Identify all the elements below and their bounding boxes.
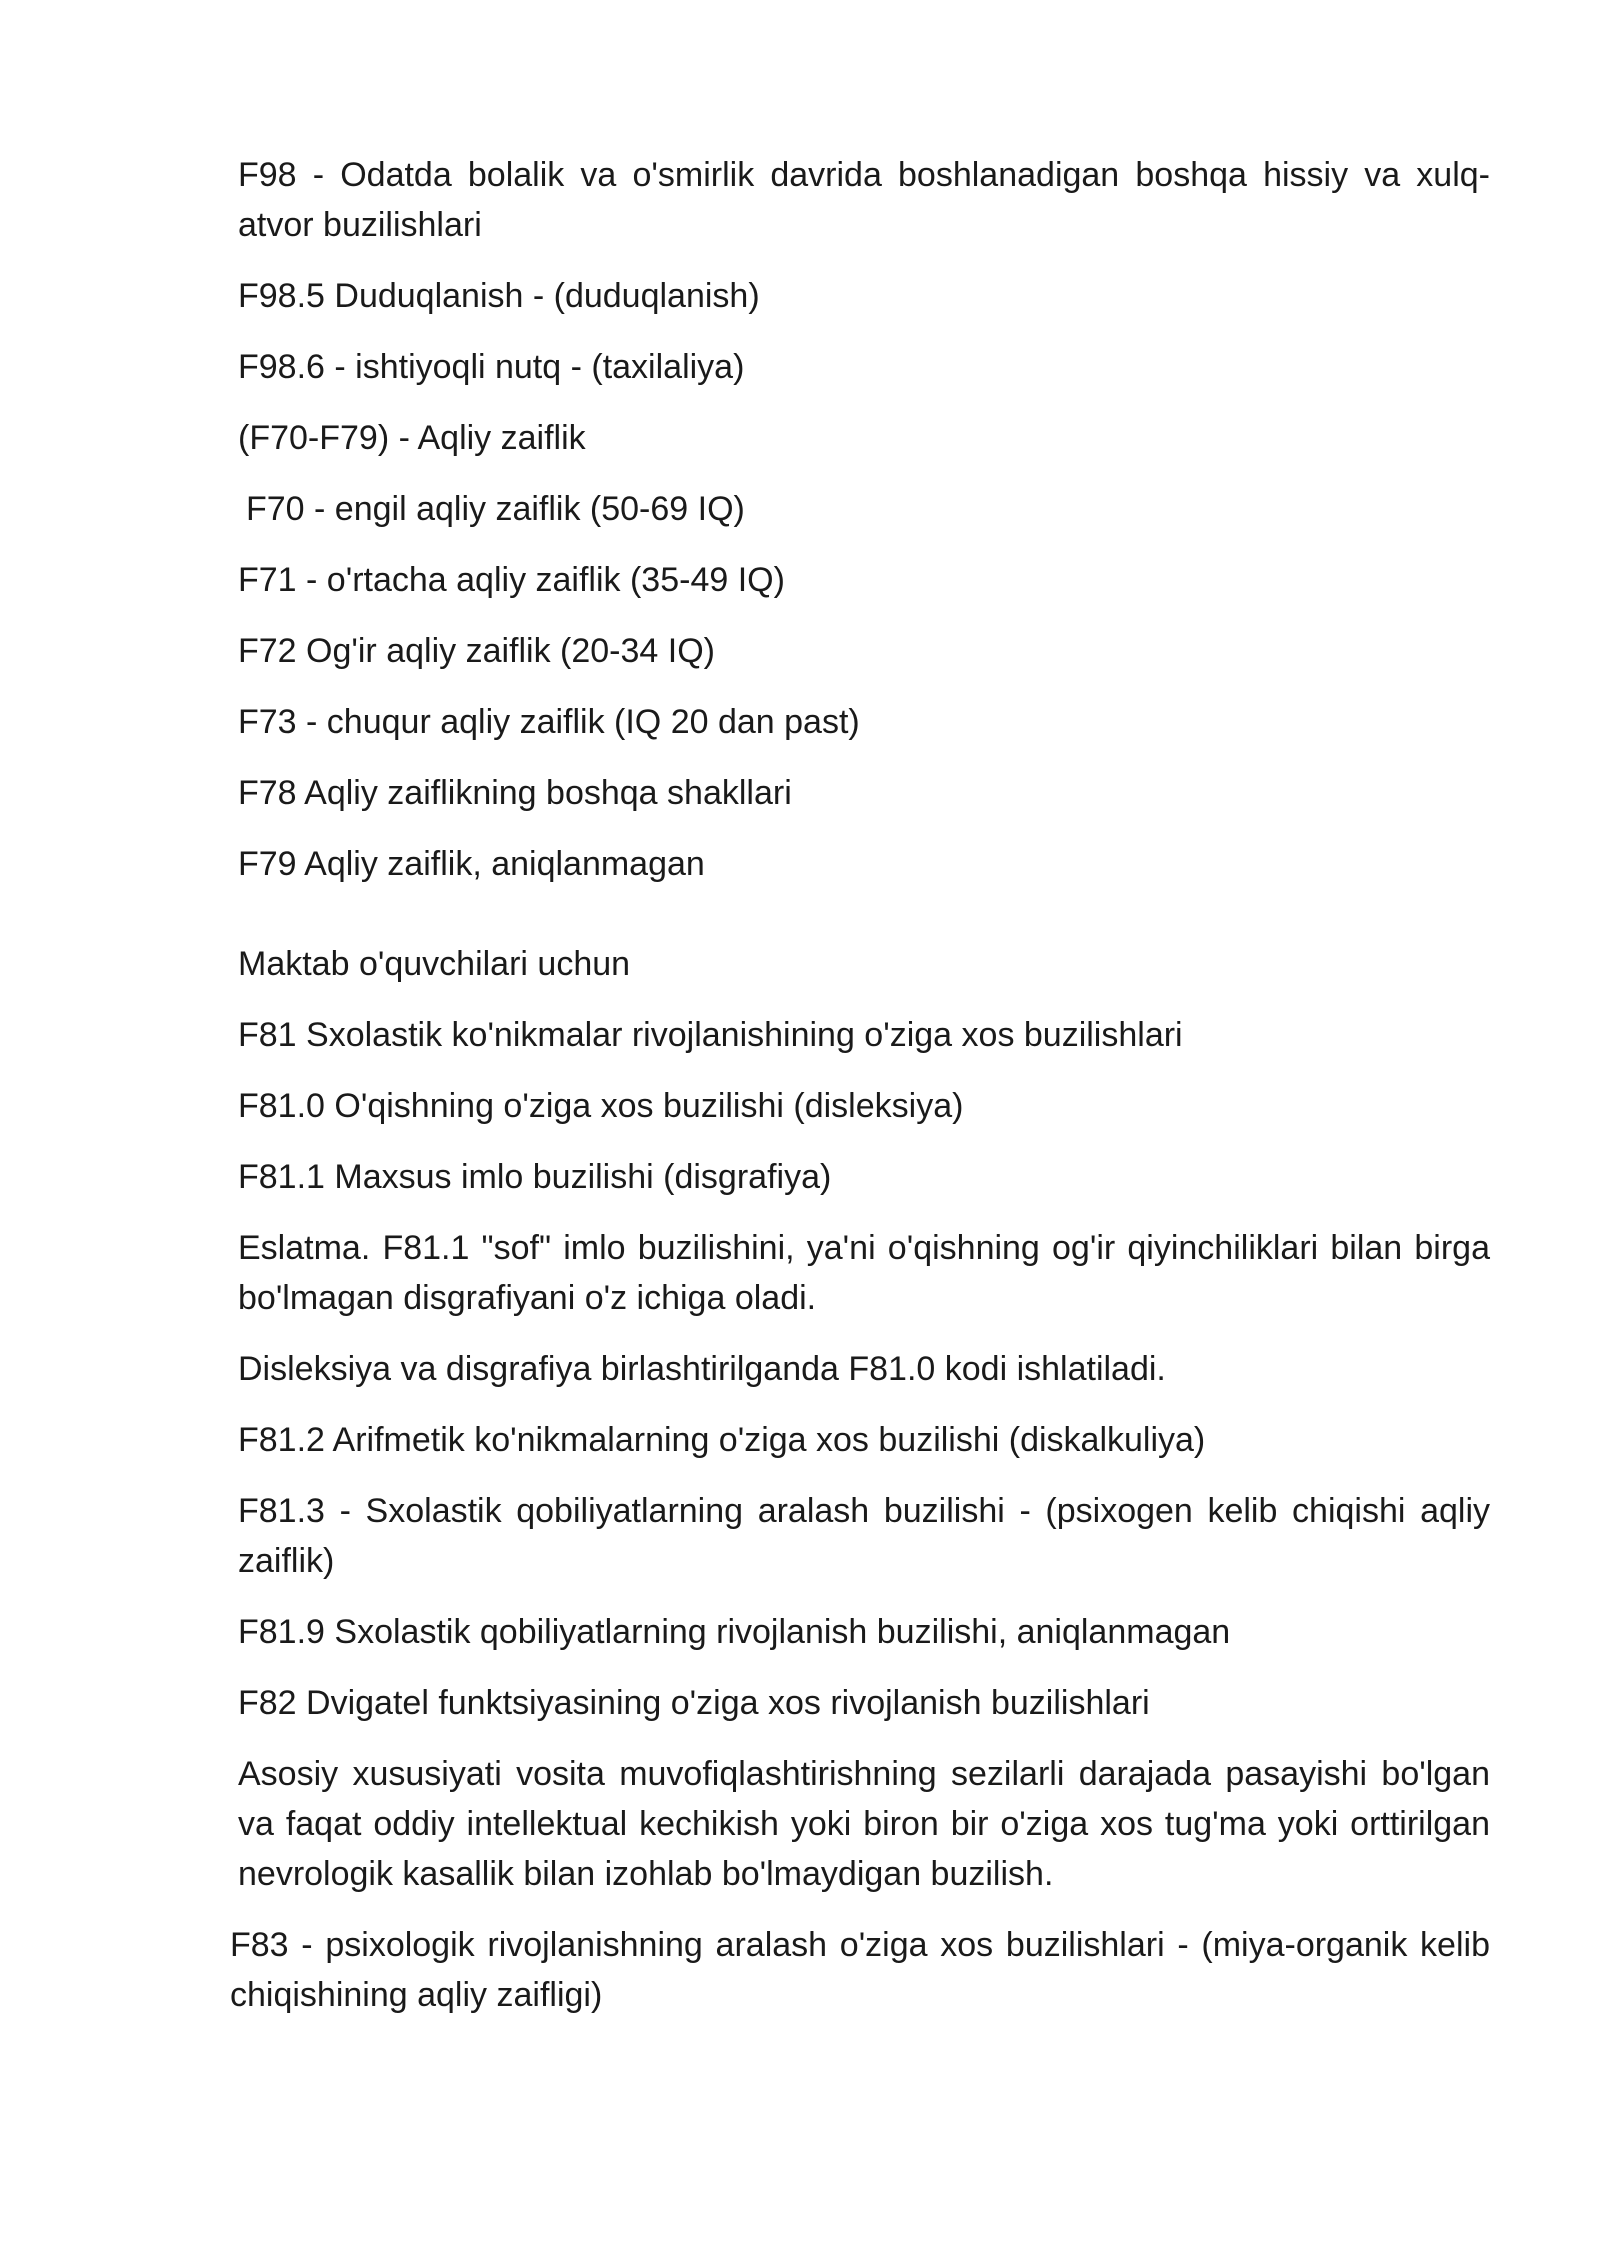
paragraph-f70: F70 - engil aqliy zaiflik (50-69 IQ) [246,490,745,528]
document-body [230,150,1490,2041]
paragraph-asosiy: Asosiy xususiyati vosita muvofiqlashtirishning sezilarli darajada pasayishi bo'lgan va faqat oddiy intellektual kechikish yoki biron bir o'ziga xos tug'ma yoki orttirilgan nevrologik kasallik bilan izohlab bo'lmaydigan buzilish. [238,1755,1490,1893]
section-heading-maktab: Maktab o'quvchilari uchun [238,945,631,983]
paragraph-f98-5: F98.5 Duduqlanish - (duduqlanish) [238,277,760,315]
paragraph-f72: F72 Og'ir aqliy zaiflik (20-34 IQ) [238,632,715,670]
paragraph-f82: F82 Dvigatel funktsiyasining o'ziga xos rivojlanish buzilishlari [238,1684,1150,1722]
paragraph-f81-1: F81.1 Maxsus imlo buzilishi (disgrafiya) [238,1158,832,1196]
paragraph-f81: F81 Sxolastik ko'nikmalar rivojlanishining o'ziga xos buzilishlari [238,1016,1183,1054]
paragraph-f70-f79: (F70-F79) - Aqliy zaiflik [238,419,586,457]
paragraph-f71: F71 - o'rtacha aqliy zaiflik (35-49 IQ) [238,561,785,599]
paragraph-f79: F79 Aqliy zaiflik, aniqlanmagan [238,845,705,883]
paragraph-f98: F98 - Odatda bolalik va o'smirlik davrida boshlanadigan boshqa hissiy va xulq-atvor buzilishlari [238,156,1490,244]
paragraph-f81-0: F81.0 O'qishning o'ziga xos buzilishi (disleksiya) [238,1087,964,1125]
paragraph-f81-3: F81.3 - Sxolastik qobiliyatlarning aralash buzilishi - (psixogen kelib chiqishi aqliy zaiflik) [238,1492,1490,1580]
paragraph-eslatma: Eslatma. F81.1 "sof" imlo buzilishini, ya'ni o'qishning og'ir qiyinchiliklari bilan birga bo'lmagan disgrafiyani o'z ichiga oladi. [238,1229,1490,1317]
paragraph-f83: F83 - psixologik rivojlanishning aralash o'ziga xos buzilishlari - (miya-organik kelib chiqishining aqliy zaifligi) [230,1926,1490,2014]
paragraph-f78: F78 Aqliy zaiflikning boshqa shakllari [238,774,792,812]
paragraph-f73: F73 - chuqur aqliy zaiflik (IQ 20 dan past) [238,703,860,741]
paragraph-disleksiya: Disleksiya va disgrafiya birlashtirilganda F81.0 kodi ishlatiladi. [238,1350,1166,1388]
paragraph-f98-6: F98.6 - ishtiyoqli nutq - (taxilaliya) [238,348,745,386]
paragraph-f81-9: F81.9 Sxolastik qobiliyatlarning rivojlanish buzilishi, aniqlanmagan [238,1613,1231,1651]
paragraph-f81-2: F81.2 Arifmetik ko'nikmalarning o'ziga xos buzilishi (diskalkuliya) [238,1421,1206,1459]
